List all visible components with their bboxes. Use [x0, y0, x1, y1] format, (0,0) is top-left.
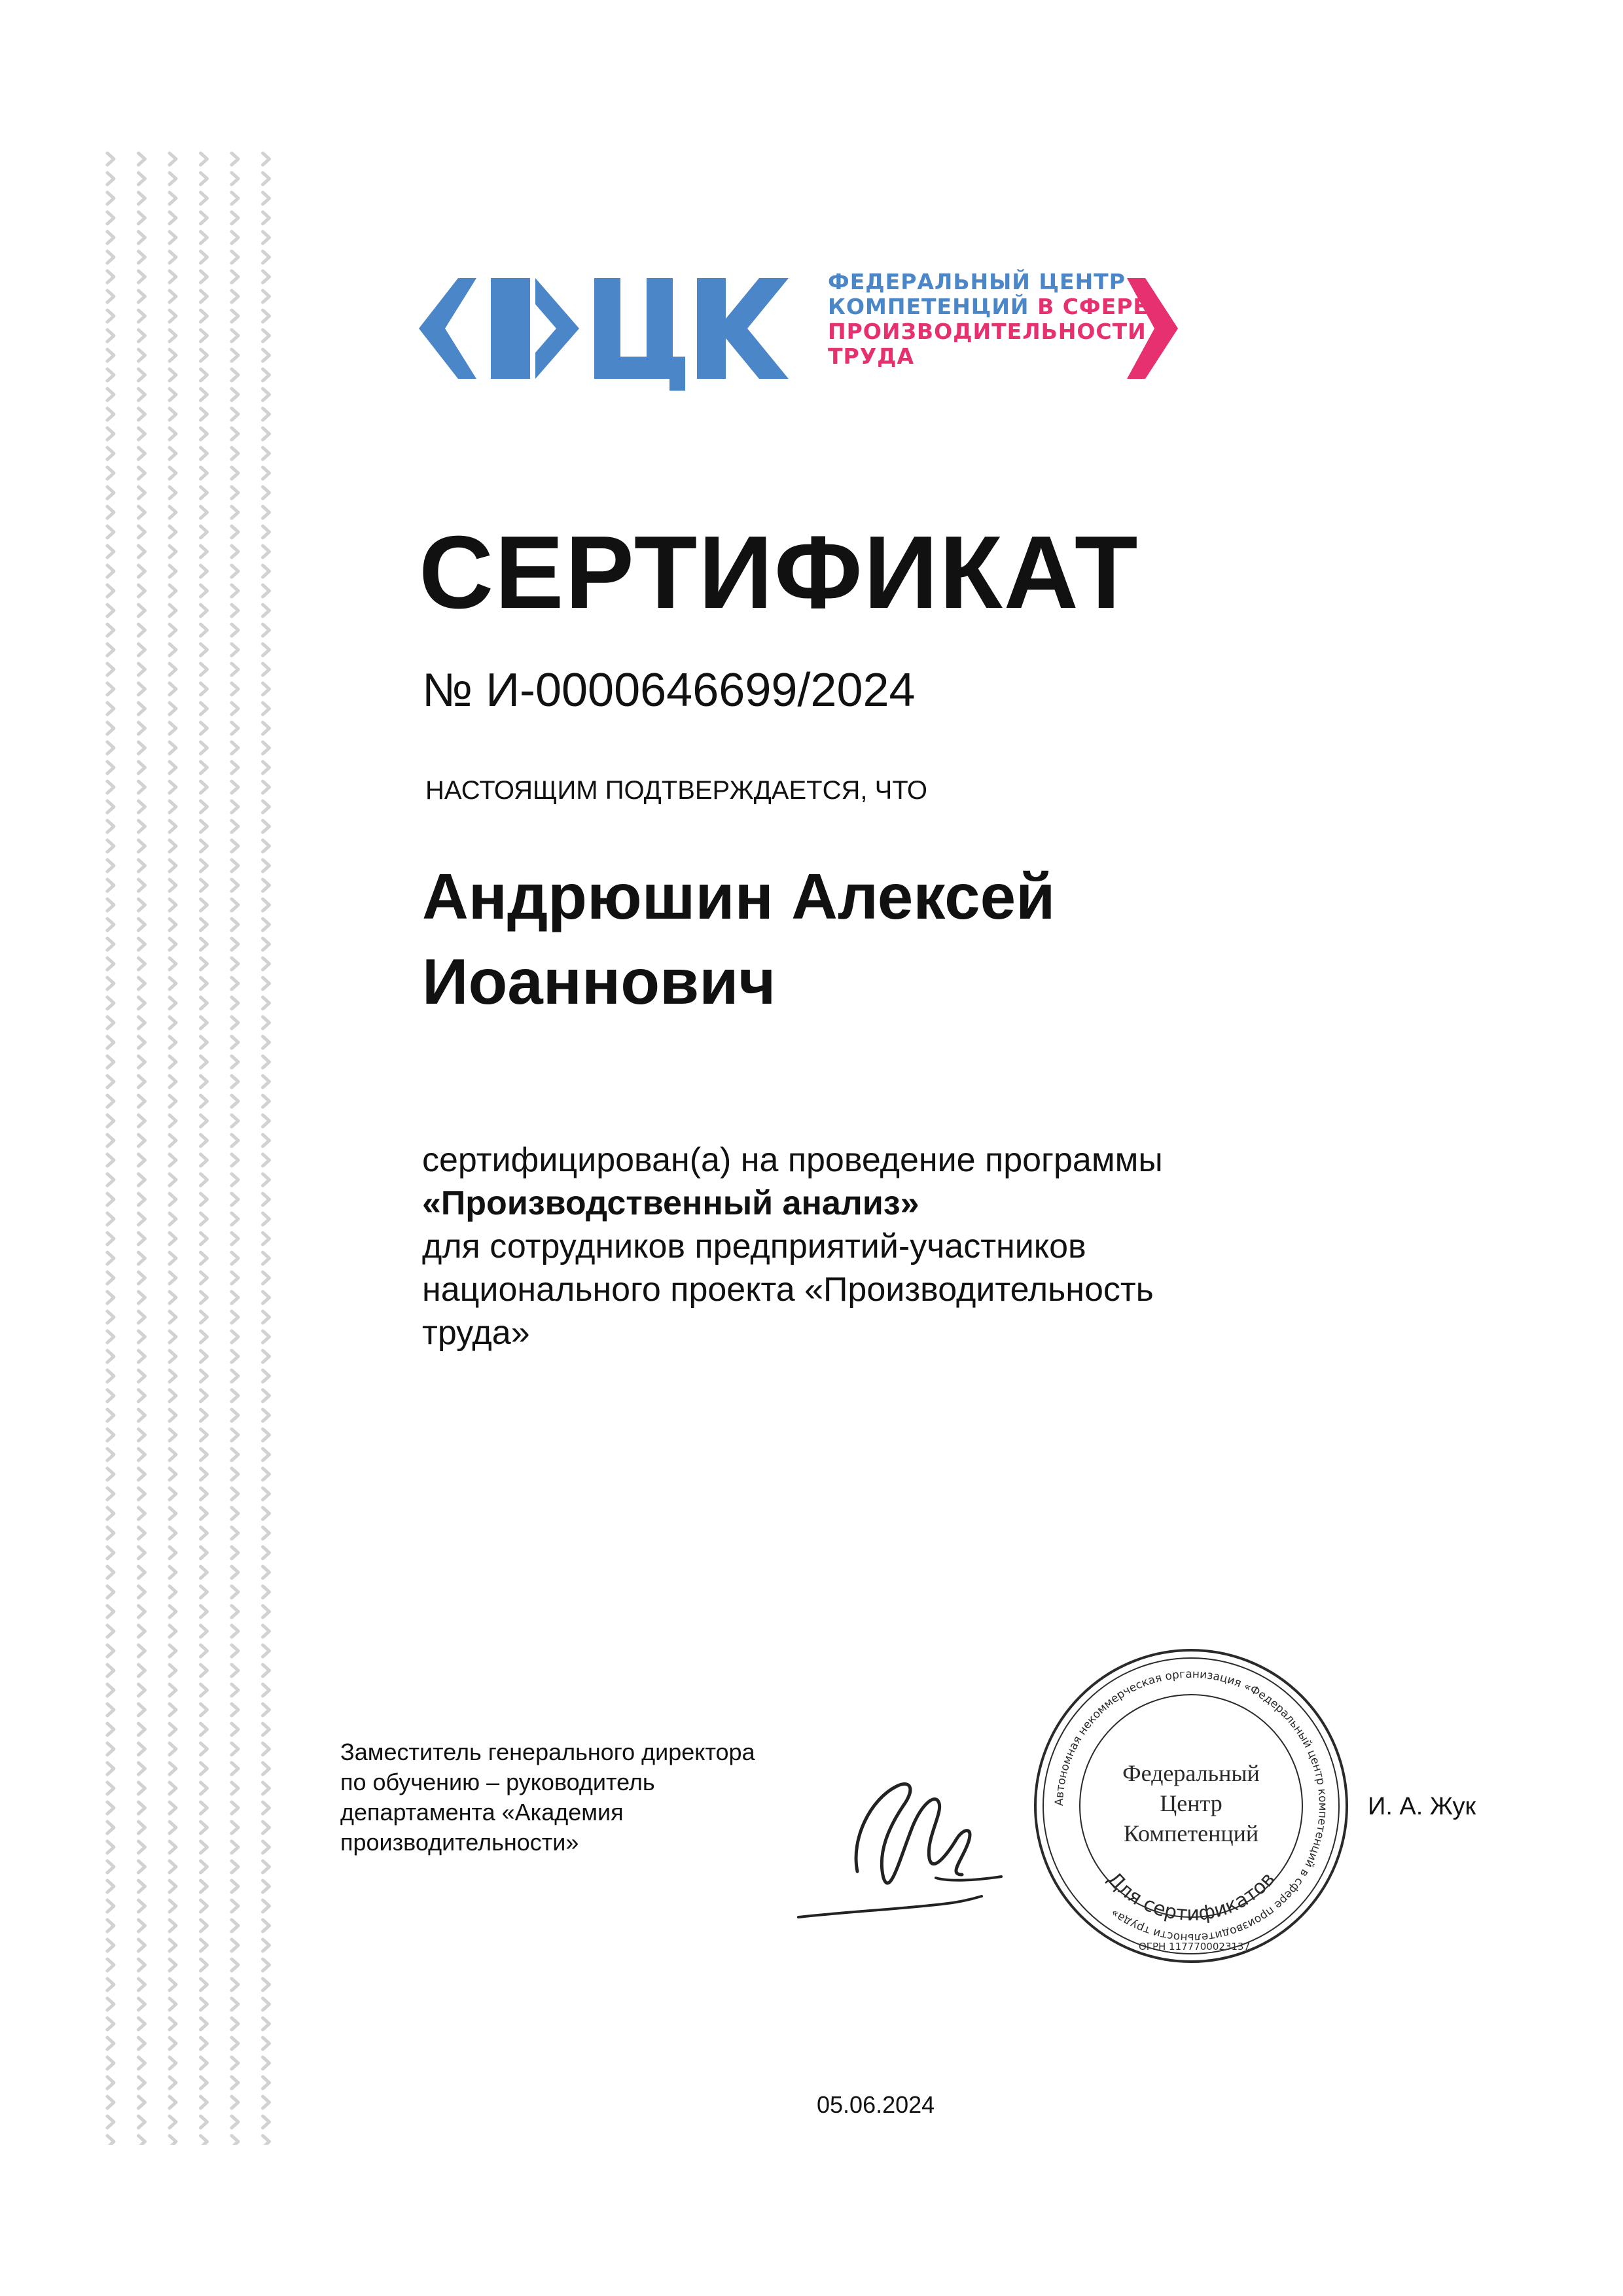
- chevron-pattern: [98, 149, 285, 2145]
- seal-ogrn: ОГРН 1177700023137: [1139, 1941, 1251, 1952]
- body-line-1: сертифицирован(а) на проведение программы: [422, 1141, 1163, 1179]
- seal-center-line-1: Федеральный: [1122, 1760, 1260, 1786]
- recipient-name: [422, 854, 1055, 1024]
- logo-line-2b: В СФЕРЕ: [1037, 294, 1149, 319]
- recipient-name-line-1: Андрюшин Алексей: [422, 860, 1056, 932]
- logo-text: [828, 270, 1149, 369]
- seal-bottom-text: Для сертификатов: [1102, 1867, 1280, 1926]
- confirm-text: НАСТОЯЩИМ ПОДТВЕРЖДАЕТСЯ, ЧТО: [425, 776, 928, 805]
- position-line-4: производительности»: [340, 1829, 579, 1856]
- position-line-2: по обучению – руководитель: [340, 1769, 655, 1795]
- logo-line-1: ФЕДЕРАЛЬНЫЙ ЦЕНТР: [828, 269, 1126, 294]
- seal-center-line-2: Центр: [1160, 1790, 1222, 1816]
- signer-name: И. А. Жук: [1368, 1793, 1476, 1820]
- handwritten-signature: [785, 1740, 1021, 1924]
- certification-text: [422, 1139, 1163, 1354]
- seal-ring-text: Автономная некоммерческая организация «Федеральный центр компетенций в сфере производительности труда»: [1052, 1667, 1330, 1945]
- recipient-name-line-2: Иоаннович: [422, 945, 776, 1017]
- body-line-4: национального проекта «Производительность: [422, 1271, 1154, 1309]
- logo-line-3: ПРОИЗВОДИТЕЛЬНОСТИ: [828, 319, 1147, 344]
- body-line-3: для сотрудников предприятий-участников: [422, 1227, 1086, 1265]
- issue-date: 05.06.2024: [817, 2091, 935, 2118]
- certificate-number: № И-0000646699/2024: [422, 664, 916, 716]
- logo-line-2a: КОМПЕТЕНЦИЙ: [828, 294, 1029, 319]
- logo-line-4: ТРУДА: [828, 344, 915, 369]
- seal-center-line-3: Компетенций: [1123, 1820, 1259, 1846]
- position-line-3: департамента «Академия: [340, 1799, 624, 1826]
- position-line-1: Заместитель генерального директора: [340, 1739, 755, 1765]
- company-seal: [1027, 1642, 1355, 1969]
- program-name: «Производственный анализ»: [422, 1184, 919, 1222]
- body-line-5: труда»: [422, 1314, 530, 1352]
- signatory-position: [340, 1737, 755, 1858]
- certificate-title: СЕРТИФИКАТ: [419, 515, 1139, 630]
